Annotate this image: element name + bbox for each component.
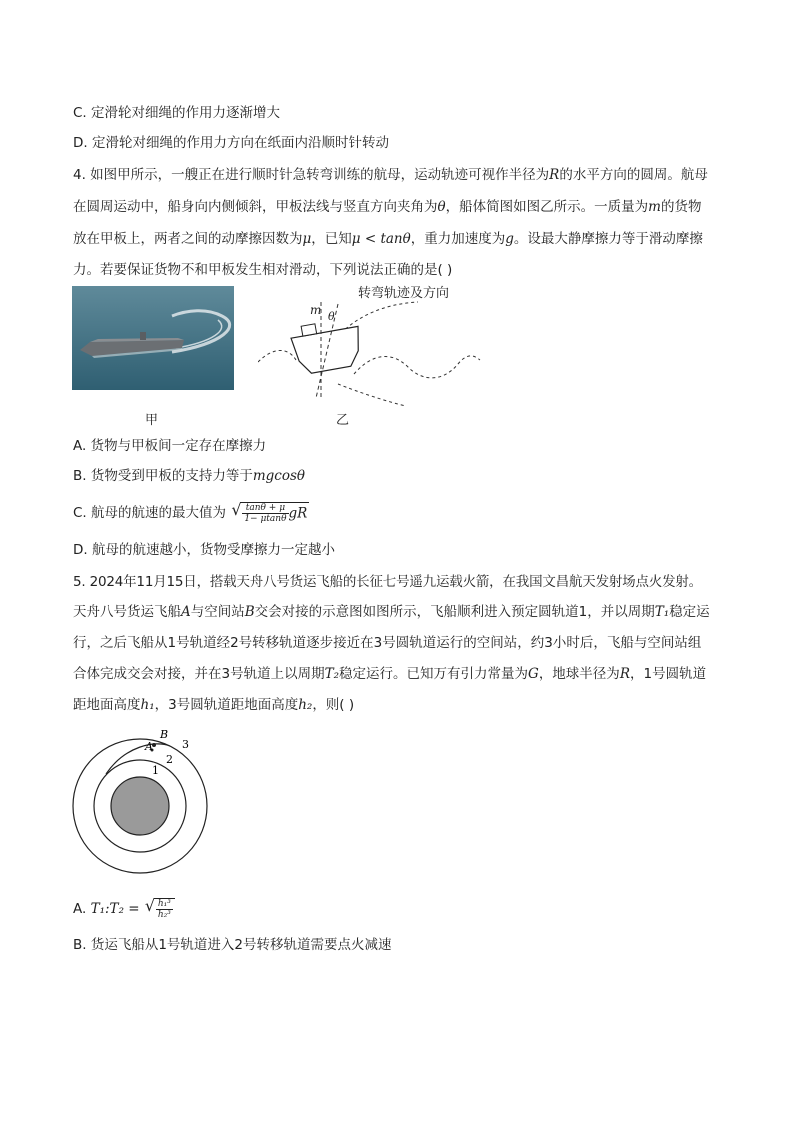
ship-diagram bbox=[258, 282, 483, 410]
transfer-orbit-2 bbox=[106, 744, 170, 774]
q5-line-5: 距地面高度h₁，3号圆轨道距地面高度h₂，则( ) bbox=[73, 697, 355, 713]
svg-text:A: A bbox=[145, 740, 153, 753]
cargo-mass-label: m bbox=[310, 303, 322, 317]
q5-line-3: 行，之后飞船从1号轨道经2号转移轨道逐步接近在3号圆轨道运行的空间站，约3小时后，飞船与空间站组 bbox=[73, 635, 702, 651]
q4-line-4: 力。若要保证货物不和甲板发生相对滑动，下列说法正确的是( ) bbox=[73, 262, 453, 278]
svg-text:1: 1 bbox=[152, 764, 159, 777]
svg-text:B: B bbox=[160, 728, 169, 741]
turn-trajectory-label: 转弯轨迹及方向 bbox=[358, 286, 450, 301]
figure-jia-caption: 甲 bbox=[145, 413, 159, 428]
q5-option-a: A. T₁:T₂ = √ $\frac{\text{h₁³}}{\text{h₂³}}$ bbox=[73, 898, 175, 920]
q4-line-2: 在圆周运动中，船身向内侧倾斜，甲板法线与竖直方向夹角为θ，船体简图如图乙所示。一质量为m的货物 bbox=[73, 199, 702, 215]
q5-option-b: B. 货运飞船从1号轨道进入2号转移轨道需要点火减速 bbox=[73, 937, 392, 953]
svg-text:2: 2 bbox=[166, 753, 173, 766]
carrier-photo bbox=[72, 286, 234, 390]
q3-option-d: D. 定滑轮对细绳的作用力方向在纸面内沿顺时针转动 bbox=[73, 135, 389, 151]
q4-option-d: D. 航母的航速越小，货物受摩擦力一定越小 bbox=[73, 542, 335, 558]
q4-option-c: C. 航母的航速的最大值为 √ $\frac{\tan\theta + \mu}{1- \mu\tan\theta}$ gR bbox=[73, 502, 309, 524]
earth bbox=[111, 777, 169, 835]
q5-line-2: 天舟八号货运飞船A与空间站B交会对接的示意图如图所示，飞船顺利进入预定圆轨道1，并以周期T₁稳定运 bbox=[73, 604, 710, 620]
sqrt-ratio: √ $\frac{\text{h₁³}}{\text{h₂³}}$ bbox=[154, 898, 175, 920]
q4-option-a: A. 货物与甲板间一定存在摩擦力 bbox=[73, 438, 267, 454]
q4-line-3: 放在甲板上，两者之间的动摩擦因数为μ，已知μ < tanθ，重力加速度为g。设最大静摩擦力等于滑动摩擦 bbox=[73, 231, 703, 247]
sqrt-expression: √ $\frac{\tan\theta + \mu}{1- \mu\tan\theta}$ gR bbox=[240, 502, 309, 524]
angle-theta-label: θ bbox=[328, 310, 335, 323]
q4-line-1: 4. 如图甲所示，一艘正在进行顺时针急转弯训练的航母，运动轨迹可视作半径为R的水平方向的圆周。航母 bbox=[73, 167, 708, 183]
orbit-diagram bbox=[70, 728, 212, 880]
q3-option-c: C. 定滑轮对细绳的作用力逐渐增大 bbox=[73, 105, 281, 121]
q4-option-b: B. 货物受到甲板的支持力等于mgcosθ bbox=[73, 468, 306, 484]
figure-yi-caption: 乙 bbox=[336, 413, 350, 428]
svg-text:3: 3 bbox=[182, 738, 189, 751]
q5-line-1: 5. 2024年11月15日，搭载天舟八号货运飞船的长征七号遥九运载火箭，在我国文昌航天发射场点火发射。 bbox=[73, 574, 702, 590]
q5-line-4: 合体完成交会对接，并在3号轨道上以周期T₂稳定运行。已知万有引力常量为G，地球半径为R，1号圆轨道 bbox=[73, 666, 707, 682]
